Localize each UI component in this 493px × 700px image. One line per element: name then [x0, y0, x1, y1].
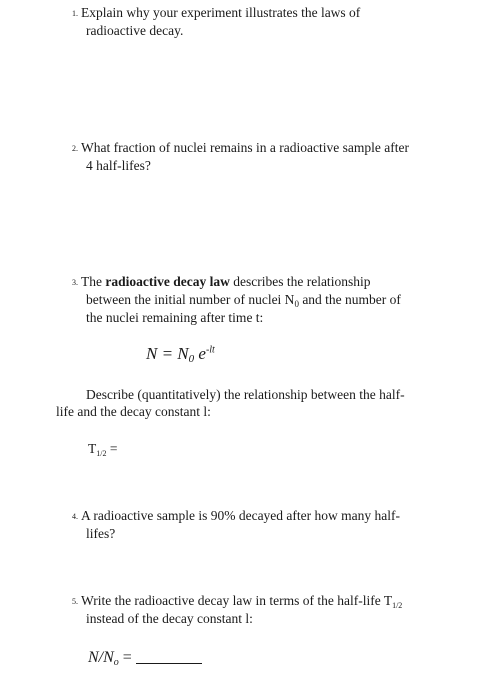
subscript: 1/2	[96, 449, 107, 458]
question-1-line-2: radioactive decay.	[86, 23, 184, 38]
question-text: describes the relationship	[229, 274, 371, 289]
question-1	[72, 4, 360, 23]
question-4	[72, 507, 400, 526]
equation-exponent: -lt	[205, 344, 215, 356]
question-text: between the initial number of nuclei N	[86, 292, 295, 307]
subscript: o	[113, 657, 119, 668]
question-text-line: What fraction of nuclei remains in a radioactive sample after	[81, 140, 409, 155]
half-life-expression	[88, 440, 117, 463]
ratio-symbol: N/N	[88, 649, 114, 666]
answer-blank[interactable]	[136, 663, 202, 664]
question-number: 3.	[72, 278, 78, 287]
question-number: 2.	[72, 144, 78, 153]
ratio-expression	[88, 649, 202, 668]
describe-line-1: Describe (quantitatively) the relationship between the half-	[86, 387, 405, 402]
half-life-symbol: T	[88, 441, 97, 456]
question-text: The	[81, 274, 106, 289]
equation-lhs: N = N	[146, 344, 189, 363]
question-4-line-2: lifes?	[86, 526, 116, 541]
question-text-line: A radioactive sample is 90% decayed after how many half-	[81, 508, 401, 523]
question-number: 1.	[72, 9, 78, 18]
question-3	[72, 273, 370, 292]
question-2-line-2: 4 half-lifes?	[86, 158, 151, 173]
question-2	[72, 139, 409, 158]
subscript: 1/2	[392, 601, 403, 610]
equals-sign: =	[106, 441, 118, 456]
describe-line-2: life and the decay constant l:	[56, 404, 211, 419]
question-text: Write the radioactive decay law in terms of the half-life T	[81, 593, 393, 608]
decay-law-equation	[146, 344, 215, 365]
equation-exponential: e	[194, 344, 206, 363]
question-3-line-3: the nuclei remaining after time t:	[86, 310, 264, 325]
question-number: 4.	[72, 512, 78, 521]
equals-sign: =	[118, 649, 132, 666]
question-number: 5.	[72, 597, 78, 606]
bold-term: radioactive decay law	[105, 274, 230, 289]
question-text: and the number of	[298, 292, 401, 307]
question-text-line: Explain why your experiment illustrates the laws of	[81, 5, 361, 20]
subscript: 0	[294, 299, 299, 309]
equation-subscript: 0	[188, 353, 195, 365]
question-5-line-2: instead of the decay constant l:	[86, 611, 253, 626]
